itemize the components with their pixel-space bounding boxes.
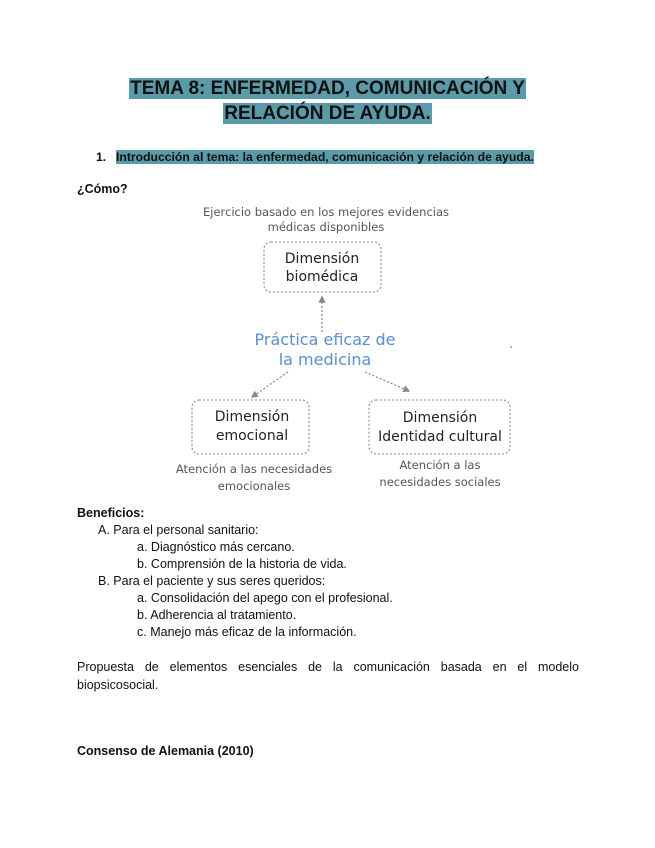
center-line-2: la medicina — [278, 350, 372, 369]
list-item — [137, 625, 357, 639]
list-text: Diagnóstico más cercano. — [150, 540, 295, 554]
cultural-box — [369, 400, 510, 454]
list-text: Consolidación del apego con el profesional. — [150, 591, 393, 605]
group-b — [98, 574, 325, 588]
cultural-line-1: Dimensión — [402, 410, 478, 426]
group-a-marker: A. — [98, 523, 110, 537]
section-heading — [96, 150, 534, 164]
dimensions-diagram — [160, 200, 520, 496]
stray-dot — [510, 346, 512, 348]
group-b-marker: B. — [98, 574, 110, 588]
cultural-line-2: Identidad cultural — [378, 429, 502, 445]
biomedical-line-2: biomédica — [285, 269, 359, 285]
emotional-caption-line-2: emocionales — [217, 479, 291, 493]
emotional-caption-line-1: Atención a las necesidades — [175, 462, 333, 476]
list-text: Manejo más eficaz de la información. — [150, 625, 357, 639]
biomedical-line-1: Dimensión — [284, 251, 360, 267]
top-caption-line-2: médicas disponibles — [267, 220, 385, 234]
list-marker: c. — [137, 625, 147, 639]
emotional-line-1: Dimensión — [214, 409, 290, 425]
section-title: Introducción al tema: la enfermedad, comunicación y relación de ayuda. — [116, 150, 534, 164]
cultural-caption-line-1: Atención a las — [399, 458, 481, 472]
group-a — [98, 523, 259, 537]
arrow-to-cultural — [365, 372, 409, 391]
consenso-heading: Consenso de Alemania (2010) — [77, 744, 254, 758]
section-number: 1. — [96, 150, 107, 164]
cultural-caption-line-2: necesidades sociales — [379, 475, 501, 489]
list-marker: a. — [137, 540, 148, 554]
body-paragraph: Propuesta de elementos esenciales de la comunicación basada en el modelo biopsicosocial. — [77, 660, 579, 692]
emotional-line-2: emocional — [215, 428, 289, 444]
title-line-1: TEMA 8: ENFERMEDAD, COMUNICACIÓN Y — [130, 78, 525, 99]
list-item — [137, 540, 295, 554]
list-item — [137, 591, 393, 605]
list-text: Adherencia al tratamiento. — [150, 608, 297, 622]
group-a-label: Para el personal sanitario: — [113, 523, 259, 537]
list-item — [137, 608, 296, 622]
question-heading: ¿Cómo? — [77, 182, 128, 196]
arrow-to-emotional — [252, 372, 288, 397]
benefits-title: Beneficios: — [77, 506, 145, 520]
list-marker: a. — [137, 591, 148, 605]
list-marker: b. — [137, 608, 148, 622]
document-title — [0, 76, 655, 126]
list-marker: b. — [137, 557, 148, 571]
list-item — [137, 557, 347, 571]
group-b-label: Para el paciente y sus seres queridos: — [113, 574, 326, 588]
list-text: Comprensión de la historia de vida. — [150, 557, 347, 571]
title-line-2: RELACIÓN DE AYUDA. — [224, 103, 431, 124]
center-line-1: Práctica eficaz de — [254, 330, 396, 349]
top-caption-line-1: Ejercicio basado en los mejores evidencias — [202, 205, 450, 219]
